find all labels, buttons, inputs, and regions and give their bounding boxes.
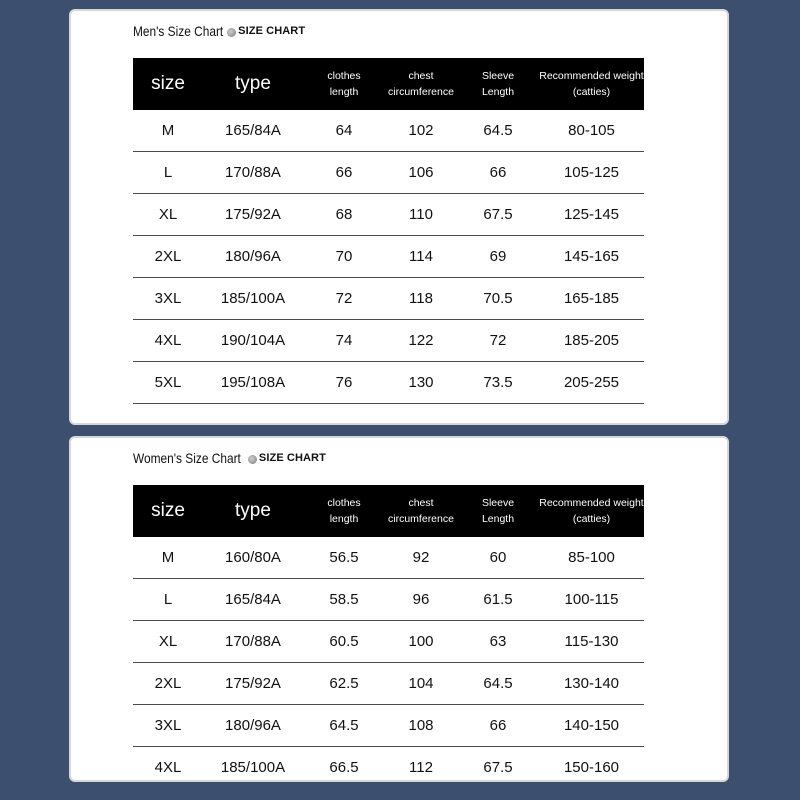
header-label-line: type	[235, 500, 271, 521]
cell-sleeve-length: 66	[457, 705, 539, 747]
cell-clothes-length: 74	[303, 320, 385, 362]
cell-type: 170/88A	[203, 621, 303, 663]
cell-chest-circumference: 102	[385, 110, 457, 152]
cell-chest-circumference: 100	[385, 621, 457, 663]
cell-sleeve-length: 67.5	[457, 747, 539, 783]
cell-clothes-length: 64.5	[303, 705, 385, 747]
header-label-line: clothes	[327, 497, 361, 509]
cell-sleeve-length: 64.5	[457, 110, 539, 152]
cell-clothes-length: 68	[303, 194, 385, 236]
cell-sleeve-length: 67.5	[457, 194, 539, 236]
chart-title-text: Men's Size Chart	[133, 23, 224, 39]
cell-size: 3XL	[133, 705, 203, 747]
cell-clothes-length: 60.5	[303, 621, 385, 663]
cell-type: 160/80A	[203, 537, 303, 579]
header-sleeve-length	[457, 58, 539, 110]
cell-recommended-weight: 185-205	[539, 320, 644, 362]
cell-clothes-length: 64	[303, 110, 385, 152]
cell-type: 165/84A	[203, 579, 303, 621]
header-recommended-weight	[539, 485, 644, 537]
table-row	[133, 579, 644, 621]
cell-type: 185/100A	[203, 278, 303, 320]
header-label-line: length	[329, 86, 359, 98]
cell-type: 180/96A	[203, 236, 303, 278]
header-type	[203, 58, 303, 110]
header-label-line: Recommended weight	[539, 70, 644, 82]
chart-subtitle: SIZE CHART	[238, 25, 306, 37]
header-label-line: circumference	[388, 86, 454, 98]
table-header-row	[133, 485, 644, 537]
cell-clothes-length: 66.5	[303, 747, 385, 783]
cell-recommended-weight: 150-160	[539, 747, 644, 783]
header-label-line: Sleeve	[481, 70, 515, 82]
cell-type: 195/108A	[203, 362, 303, 404]
men-size-table	[133, 58, 644, 404]
cell-sleeve-length: 64.5	[457, 663, 539, 705]
header-label-line: clothes	[327, 70, 361, 82]
cell-chest-circumference: 118	[385, 278, 457, 320]
header-label-line: Length	[481, 513, 515, 525]
cell-sleeve-length: 66	[457, 152, 539, 194]
header-sleeve-length	[457, 485, 539, 537]
table-row	[133, 110, 644, 152]
header-label-line: circumference	[388, 513, 454, 525]
chart-title	[133, 23, 305, 39]
chart-title	[133, 450, 326, 466]
cell-size: L	[133, 152, 203, 194]
cell-size: XL	[133, 194, 203, 236]
cell-chest-circumference: 92	[385, 537, 457, 579]
cell-chest-circumference: 106	[385, 152, 457, 194]
header-label-line: Length	[481, 86, 515, 98]
table-row	[133, 747, 644, 783]
chart-title-text: Women's Size Chart	[133, 450, 241, 466]
cell-clothes-length: 72	[303, 278, 385, 320]
cell-chest-circumference: 110	[385, 194, 457, 236]
women-size-chart-panel	[69, 436, 729, 782]
cell-clothes-length: 56.5	[303, 537, 385, 579]
header-label-line: Recommended weight	[539, 497, 644, 509]
header-chest-circumference	[385, 58, 457, 110]
header-clothes-length	[303, 58, 385, 110]
cell-chest-circumference: 114	[385, 236, 457, 278]
header-recommended-weight	[539, 58, 644, 110]
table-row	[133, 621, 644, 663]
cell-clothes-length: 66	[303, 152, 385, 194]
cell-type: 185/100A	[203, 747, 303, 783]
men-size-chart-panel	[69, 9, 729, 425]
table-row	[133, 236, 644, 278]
cell-recommended-weight: 145-165	[539, 236, 644, 278]
cell-clothes-length: 62.5	[303, 663, 385, 705]
cell-chest-circumference: 112	[385, 747, 457, 783]
table-header-row	[133, 58, 644, 110]
header-label-line: size	[151, 500, 185, 521]
cell-recommended-weight: 100-115	[539, 579, 644, 621]
cell-sleeve-length: 72	[457, 320, 539, 362]
cell-chest-circumference: 122	[385, 320, 457, 362]
cell-size: 2XL	[133, 236, 203, 278]
table-row	[133, 278, 644, 320]
cell-type: 180/96A	[203, 705, 303, 747]
cell-chest-circumference: 108	[385, 705, 457, 747]
header-chest-circumference	[385, 485, 457, 537]
women-size-table	[133, 485, 644, 782]
cell-size: 4XL	[133, 320, 203, 362]
cell-recommended-weight: 205-255	[539, 362, 644, 404]
cell-size: L	[133, 579, 203, 621]
table-row	[133, 537, 644, 579]
bullet-dot-icon	[248, 455, 257, 464]
chart-subtitle: SIZE CHART	[258, 452, 326, 464]
cell-recommended-weight: 105-125	[539, 152, 644, 194]
cell-type: 175/92A	[203, 194, 303, 236]
header-label-line: chest	[408, 497, 434, 509]
cell-type: 170/88A	[203, 152, 303, 194]
cell-recommended-weight: 80-105	[539, 110, 644, 152]
header-label-line: type	[235, 73, 271, 94]
cell-sleeve-length: 73.5	[457, 362, 539, 404]
cell-size: M	[133, 537, 203, 579]
header-label-line: chest	[408, 70, 434, 82]
cell-clothes-length: 58.5	[303, 579, 385, 621]
table-row	[133, 705, 644, 747]
header-type	[203, 485, 303, 537]
table-row	[133, 663, 644, 705]
cell-type: 165/84A	[203, 110, 303, 152]
bullet-dot-icon	[227, 28, 236, 37]
cell-size: 4XL	[133, 747, 203, 783]
cell-chest-circumference: 96	[385, 579, 457, 621]
header-size	[133, 58, 203, 110]
cell-recommended-weight: 125-145	[539, 194, 644, 236]
table-row	[133, 320, 644, 362]
header-label-line: (catties)	[572, 513, 611, 525]
header-size	[133, 485, 203, 537]
cell-size: M	[133, 110, 203, 152]
cell-recommended-weight: 130-140	[539, 663, 644, 705]
cell-size: 5XL	[133, 362, 203, 404]
header-label-line: length	[329, 513, 359, 525]
cell-size: XL	[133, 621, 203, 663]
header-label-line: size	[151, 73, 185, 94]
cell-sleeve-length: 60	[457, 537, 539, 579]
cell-size: 2XL	[133, 663, 203, 705]
table-row	[133, 152, 644, 194]
cell-type: 190/104A	[203, 320, 303, 362]
cell-sleeve-length: 70.5	[457, 278, 539, 320]
table-row	[133, 194, 644, 236]
cell-sleeve-length: 63	[457, 621, 539, 663]
cell-type: 175/92A	[203, 663, 303, 705]
cell-recommended-weight: 115-130	[539, 621, 644, 663]
header-clothes-length	[303, 485, 385, 537]
table-row	[133, 362, 644, 404]
cell-chest-circumference: 130	[385, 362, 457, 404]
cell-size: 3XL	[133, 278, 203, 320]
header-label-line: (catties)	[572, 86, 611, 98]
cell-recommended-weight: 140-150	[539, 705, 644, 747]
cell-recommended-weight: 85-100	[539, 537, 644, 579]
cell-sleeve-length: 69	[457, 236, 539, 278]
cell-chest-circumference: 104	[385, 663, 457, 705]
header-label-line: Sleeve	[481, 497, 515, 509]
cell-clothes-length: 76	[303, 362, 385, 404]
cell-clothes-length: 70	[303, 236, 385, 278]
cell-sleeve-length: 61.5	[457, 579, 539, 621]
cell-recommended-weight: 165-185	[539, 278, 644, 320]
